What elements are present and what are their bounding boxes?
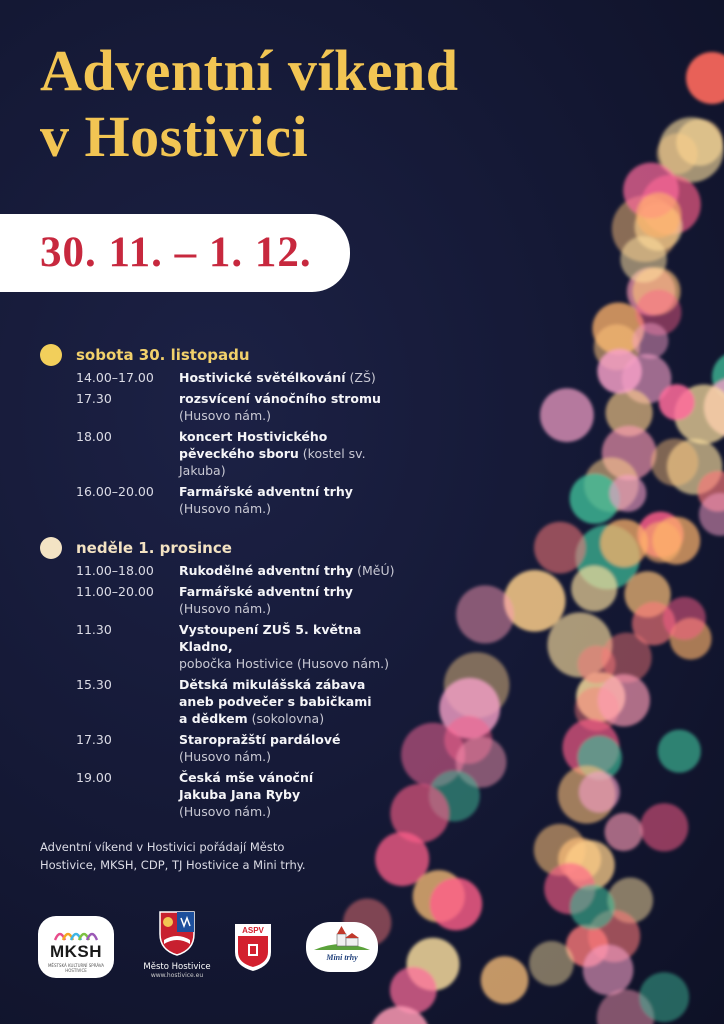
event-title: Česká mše vánoční Jakuba Jana Ryby bbox=[179, 770, 314, 802]
bokeh-light bbox=[583, 945, 634, 996]
bokeh-light bbox=[640, 803, 688, 851]
event-row bbox=[40, 369, 419, 386]
event-time: 17.30 bbox=[76, 732, 112, 747]
event-title: Farmářské adventní trhy bbox=[179, 484, 353, 499]
event-time: 15.30 bbox=[76, 677, 112, 692]
event-row bbox=[40, 769, 419, 820]
event-title: Staropražští pardálové bbox=[179, 732, 341, 747]
event-row bbox=[40, 731, 419, 765]
mini-trhy-label: Mini trhy bbox=[326, 953, 358, 962]
bokeh-light bbox=[598, 674, 650, 726]
day-sunday bbox=[40, 536, 419, 820]
event-title: Rukodělné adventní trhy bbox=[179, 563, 354, 578]
bokeh-light bbox=[456, 585, 514, 643]
event-time: 18.00 bbox=[76, 429, 112, 444]
hostivice-coat-of-arms-icon bbox=[158, 910, 196, 956]
day-dot-icon bbox=[40, 537, 62, 559]
bokeh-light bbox=[529, 941, 574, 986]
event-row bbox=[40, 562, 419, 579]
bokeh-light bbox=[640, 522, 681, 563]
bokeh-light bbox=[658, 730, 701, 773]
bokeh-light bbox=[632, 323, 668, 359]
event-note: pobočka Hostivice (Husovo nám.) bbox=[179, 656, 390, 671]
event-time: 17.30 bbox=[76, 391, 112, 406]
bokeh-light bbox=[686, 52, 724, 104]
event-note: (sokolovna) bbox=[251, 711, 325, 726]
day-dot-icon bbox=[40, 344, 62, 366]
mksh-arcs-icon bbox=[53, 926, 99, 942]
mesto-hostivice-logo[interactable] bbox=[142, 910, 212, 990]
bokeh-light bbox=[636, 193, 681, 238]
event-title: rozsvícení vánočního stromu bbox=[179, 391, 381, 406]
event-row bbox=[40, 390, 419, 424]
bokeh-light bbox=[639, 972, 689, 1022]
event-time: 14.00–17.00 bbox=[76, 370, 154, 385]
event-note: (Husovo nám.) bbox=[179, 601, 271, 616]
title-line-1: Adventní víkend bbox=[40, 38, 459, 103]
day-label: sobota 30. listopadu bbox=[76, 346, 250, 364]
bokeh-light bbox=[430, 878, 483, 931]
bokeh-light bbox=[504, 570, 566, 632]
bokeh-light bbox=[579, 772, 620, 813]
event-time: 16.00–20.00 bbox=[76, 484, 154, 499]
event-note: (Husovo nám.) bbox=[179, 501, 271, 516]
event-row bbox=[40, 583, 419, 617]
event-title: Dětská mikulášská zábava aneb podvečer s babičkami a dědkem bbox=[179, 677, 372, 726]
date-banner bbox=[0, 214, 350, 292]
mksh-logo-text: MKSH bbox=[49, 942, 103, 961]
event-dates: 30. 11. – 1. 12. bbox=[40, 229, 312, 276]
event-row bbox=[40, 428, 419, 479]
aspv-text: ASPV bbox=[242, 926, 264, 935]
day-header bbox=[40, 343, 419, 367]
event-title: koncert Hostivického pěveckého sboru bbox=[179, 429, 328, 461]
event-note: (kostel sv. Jakuba) bbox=[179, 446, 366, 478]
event-row bbox=[40, 483, 419, 517]
bokeh-light bbox=[659, 384, 695, 420]
mksh-logo[interactable] bbox=[38, 916, 114, 978]
event-note: (MěÚ) bbox=[357, 563, 395, 578]
event-time: 19.00 bbox=[76, 770, 112, 785]
mesto-label: Město Hostivice bbox=[143, 962, 211, 972]
bokeh-light bbox=[620, 236, 666, 282]
church-landscape-icon bbox=[306, 922, 378, 954]
event-time: 11.00–18.00 bbox=[76, 563, 154, 578]
bokeh-light bbox=[577, 645, 615, 683]
event-title: Vystoupení ZUŠ 5. května Kladno, bbox=[179, 622, 362, 654]
day-header bbox=[40, 536, 419, 560]
mini-trhy-logo[interactable] bbox=[306, 922, 378, 972]
bokeh-light bbox=[609, 475, 646, 512]
bokeh-light bbox=[597, 349, 642, 394]
mksh-logo-subtext: MĚSTSKÁ KULTURNÍ SPRÁVA HOSTIVICE bbox=[47, 963, 105, 973]
event-note: (ZŠ) bbox=[349, 370, 376, 385]
bokeh-light bbox=[571, 566, 617, 612]
bokeh-light bbox=[540, 388, 594, 442]
event-title: Hostivické světélkování bbox=[179, 370, 346, 385]
event-note: (Husovo nám.) bbox=[179, 408, 271, 423]
day-label: neděle 1. prosince bbox=[76, 539, 232, 557]
aspv-shield-icon bbox=[233, 922, 273, 972]
day-saturday bbox=[40, 343, 419, 517]
bokeh-light bbox=[570, 885, 615, 930]
bokeh-light bbox=[605, 813, 643, 851]
bokeh-light bbox=[663, 597, 706, 640]
poster-title bbox=[40, 38, 458, 170]
event-time: 11.00–20.00 bbox=[76, 584, 154, 599]
bokeh-light bbox=[481, 956, 529, 1004]
event-row bbox=[40, 676, 419, 727]
organizers-note: Adventní víkend v Hostivici pořádají Město Hostivice, MKSH, CDP, TJ Hostivice a Mini trhy. bbox=[40, 840, 306, 872]
event-time: 11.30 bbox=[76, 622, 112, 637]
mesto-url: www.hostivice.eu bbox=[150, 972, 204, 979]
event-note: (Husovo nám.) bbox=[179, 749, 271, 764]
title-line-2: v Hostivici bbox=[40, 104, 309, 169]
aspv-logo[interactable] bbox=[233, 922, 273, 972]
event-note: (Husovo nám.) bbox=[179, 804, 271, 819]
bokeh-light bbox=[534, 522, 586, 574]
bokeh-light bbox=[651, 439, 698, 486]
event-title: Farmářské adventní trhy bbox=[179, 584, 353, 599]
event-row bbox=[40, 621, 419, 672]
